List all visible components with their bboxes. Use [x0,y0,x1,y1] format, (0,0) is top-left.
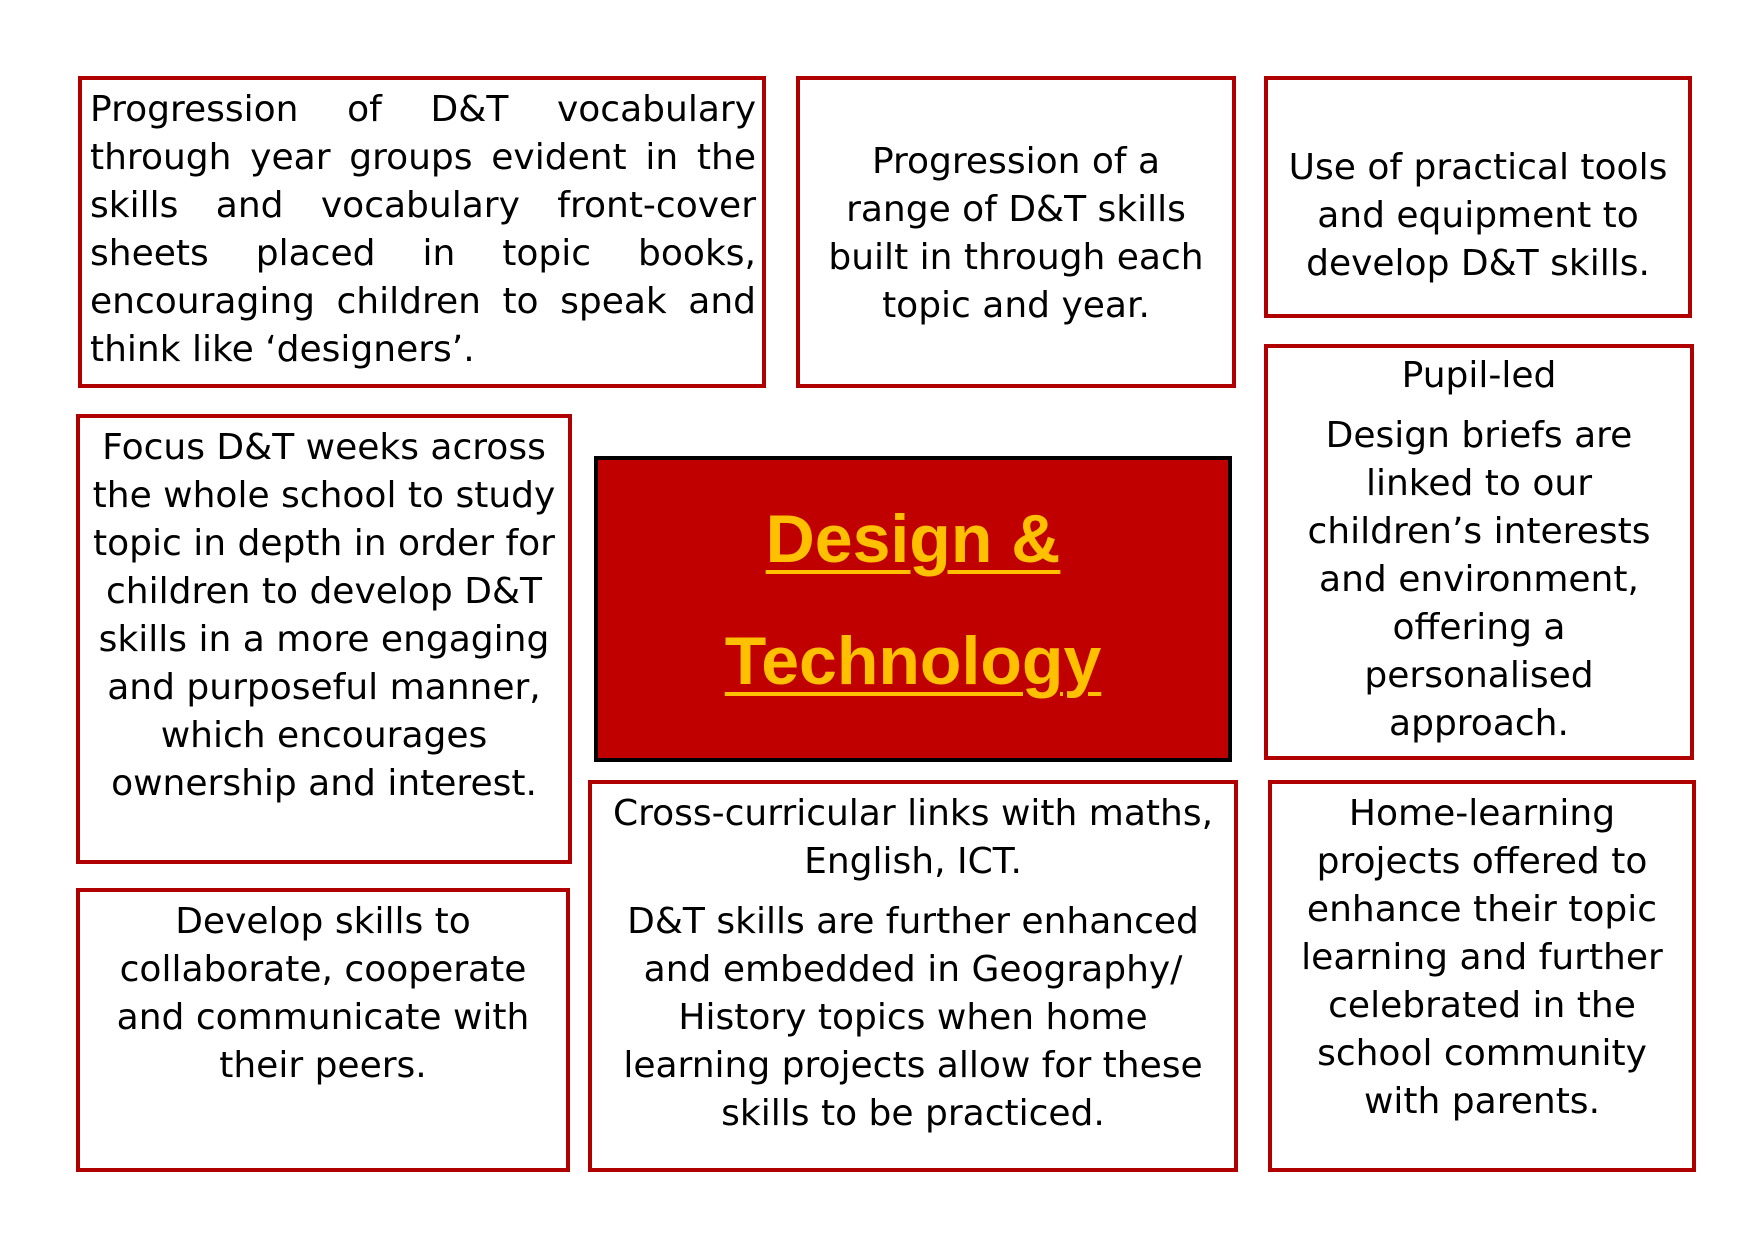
cross-curricular-body: D&T skills are further enhanced and embedded in Geography/ History topics when home learning projects allow for these skills to be practiced. [623,901,1203,1134]
title-line-2: Technology [724,623,1102,699]
vocabulary-progression-box [78,76,766,388]
cross-curricular-box [588,780,1238,1172]
focus-weeks-box [76,414,572,864]
cross-curricular-heading: Cross-curricular links with maths, English, ICT. [612,793,1214,882]
collaborate-box [76,888,570,1172]
home-learning-text: Home-learning projects offered to enhance their topic learning and further celebrated in the school community with parents. [1301,793,1663,1122]
vocabulary-progression-text: Progression of D&T vocabulary through year groups evident in the skills and vocabulary front-cover sheets placed in topic books, encouraging children to speak and think like ‘designers’. [90,89,756,370]
pupil-led-body: Design briefs are linked to our children’s interests and environment, offering a personalised approach. [1307,415,1651,744]
pupil-led-heading: Pupil-led [1401,355,1557,396]
home-learning-box [1268,780,1696,1172]
skills-progression-box [796,76,1236,388]
collaborate-text: Develop skills to collaborate, cooperate and communicate with their peers. [116,901,530,1086]
skills-progression-text: Progression of a range of D&T skills built in through each topic and year. [828,141,1204,326]
title-line-1: Design & [765,501,1061,577]
practical-tools-box [1264,76,1692,318]
design-technology-title-box [594,456,1232,762]
pupil-led-box [1264,344,1694,760]
focus-weeks-text: Focus D&T weeks across the whole school to study topic in depth in order for children to develop D&T skills in a more engaging and purposeful manner, which encourages ownership and interest. [92,427,556,804]
practical-tools-text: Use of practical tools and equipment to develop D&T skills. [1288,147,1668,284]
